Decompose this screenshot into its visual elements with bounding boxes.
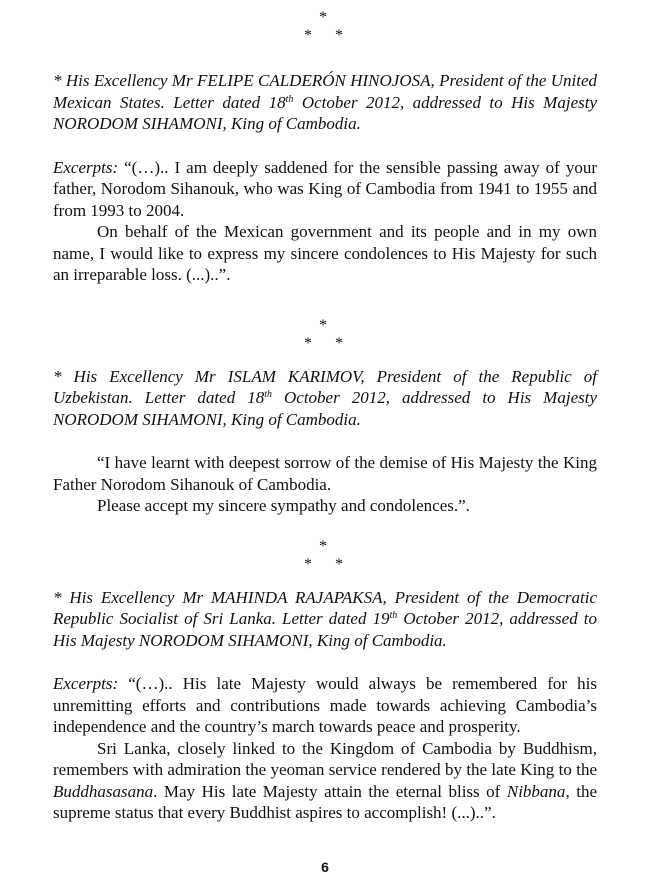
separator-stars	[53, 308, 597, 352]
star: *	[304, 27, 312, 44]
header-text: * His Excellency Mr ISLAM KARIMOV, President of the Republic of Uzbekistan. Letter dated 18	[53, 366, 597, 407]
star: *	[304, 555, 312, 573]
star: *	[335, 334, 343, 352]
paragraph-text: . May His late Majesty attain the eternal bliss of	[153, 781, 507, 801]
document-page	[53, 0, 597, 824]
separator-stars	[53, 529, 597, 573]
body-paragraph: “I have learnt with deepest sorrow of the demise of His Majesty the King Father Norodom Sihanouk of Cambodia.	[53, 453, 597, 494]
excerpt-label: Excerpts:	[53, 157, 119, 177]
body-paragraph: Please accept my sincere sympathy and condolences.”.	[97, 496, 470, 515]
paragraph-text: “(…).. His late Majesty would always be remembered for his unremitting efforts and contributions made towards achieving Cambodia’s independence and the country’s march towards peace and prosperity.	[53, 674, 597, 736]
header-text: * His Excellency Mr MAHINDA RAJAPAKSA, President of the Democratic Republic Socialist of Sri Lanka. Letter dated 19	[53, 587, 597, 628]
star: *	[319, 537, 327, 555]
body-paragraph: On behalf of the Mexican government and its people and in my own name, I would like to express my sincere condolences to His Majesty for such an irreparable loss. (...)..”.	[53, 222, 597, 284]
header-text: October 2012, addressed to His Majesty NORODOM SIHAMONI, King of Cambodia.	[53, 92, 597, 133]
paragraph-text: Sri Lanka, closely linked to the Kingdom of Cambodia by Buddhism, remembers with admiration the yeoman service rendered by the late King to the	[53, 738, 597, 779]
star: *	[335, 555, 343, 573]
star: *	[304, 334, 312, 352]
header-text: October 2012, addressed to His Majesty NORODOM SIHAMONI, King of Cambodia.	[53, 609, 597, 650]
star: *	[335, 27, 343, 44]
ordinal-suffix: th	[285, 93, 294, 105]
star: *	[319, 9, 327, 26]
page-number: 6	[321, 859, 329, 875]
letter-header	[53, 587, 597, 652]
star: *	[319, 316, 327, 334]
paragraph-text: “(…).. I am deeply saddened for the sensible passing away of your father, Norodom Sihanouk, who was King of Cambodia from 1941 to 1955 and from 1993 to 2004.	[53, 157, 597, 220]
header-text: * His Excellency Mr FELIPE CALDERÓN HINOJOSA, President of the United Mexican States. Letter dated 18	[53, 71, 597, 112]
ordinal-suffix: th	[264, 389, 272, 400]
excerpt-paragraph	[53, 673, 597, 738]
separator-stars	[53, 0, 597, 44]
letter-header	[53, 70, 597, 135]
excerpt-label: Excerpts:	[53, 674, 119, 693]
excerpt-paragraph	[53, 157, 597, 222]
body-paragraph	[53, 738, 597, 824]
ordinal-suffix: th	[389, 610, 398, 621]
letter-header	[53, 366, 597, 431]
italic-term: Buddhasasana	[53, 781, 154, 801]
italic-term: Nibbana	[506, 781, 566, 801]
header-text: October 2012, addressed to His Majesty NORODOM SIHAMONI, King of Cambodia.	[53, 388, 597, 429]
paragraph-text: , the supreme status that every Buddhist aspires to accomplish! (...)..”.	[53, 781, 597, 822]
